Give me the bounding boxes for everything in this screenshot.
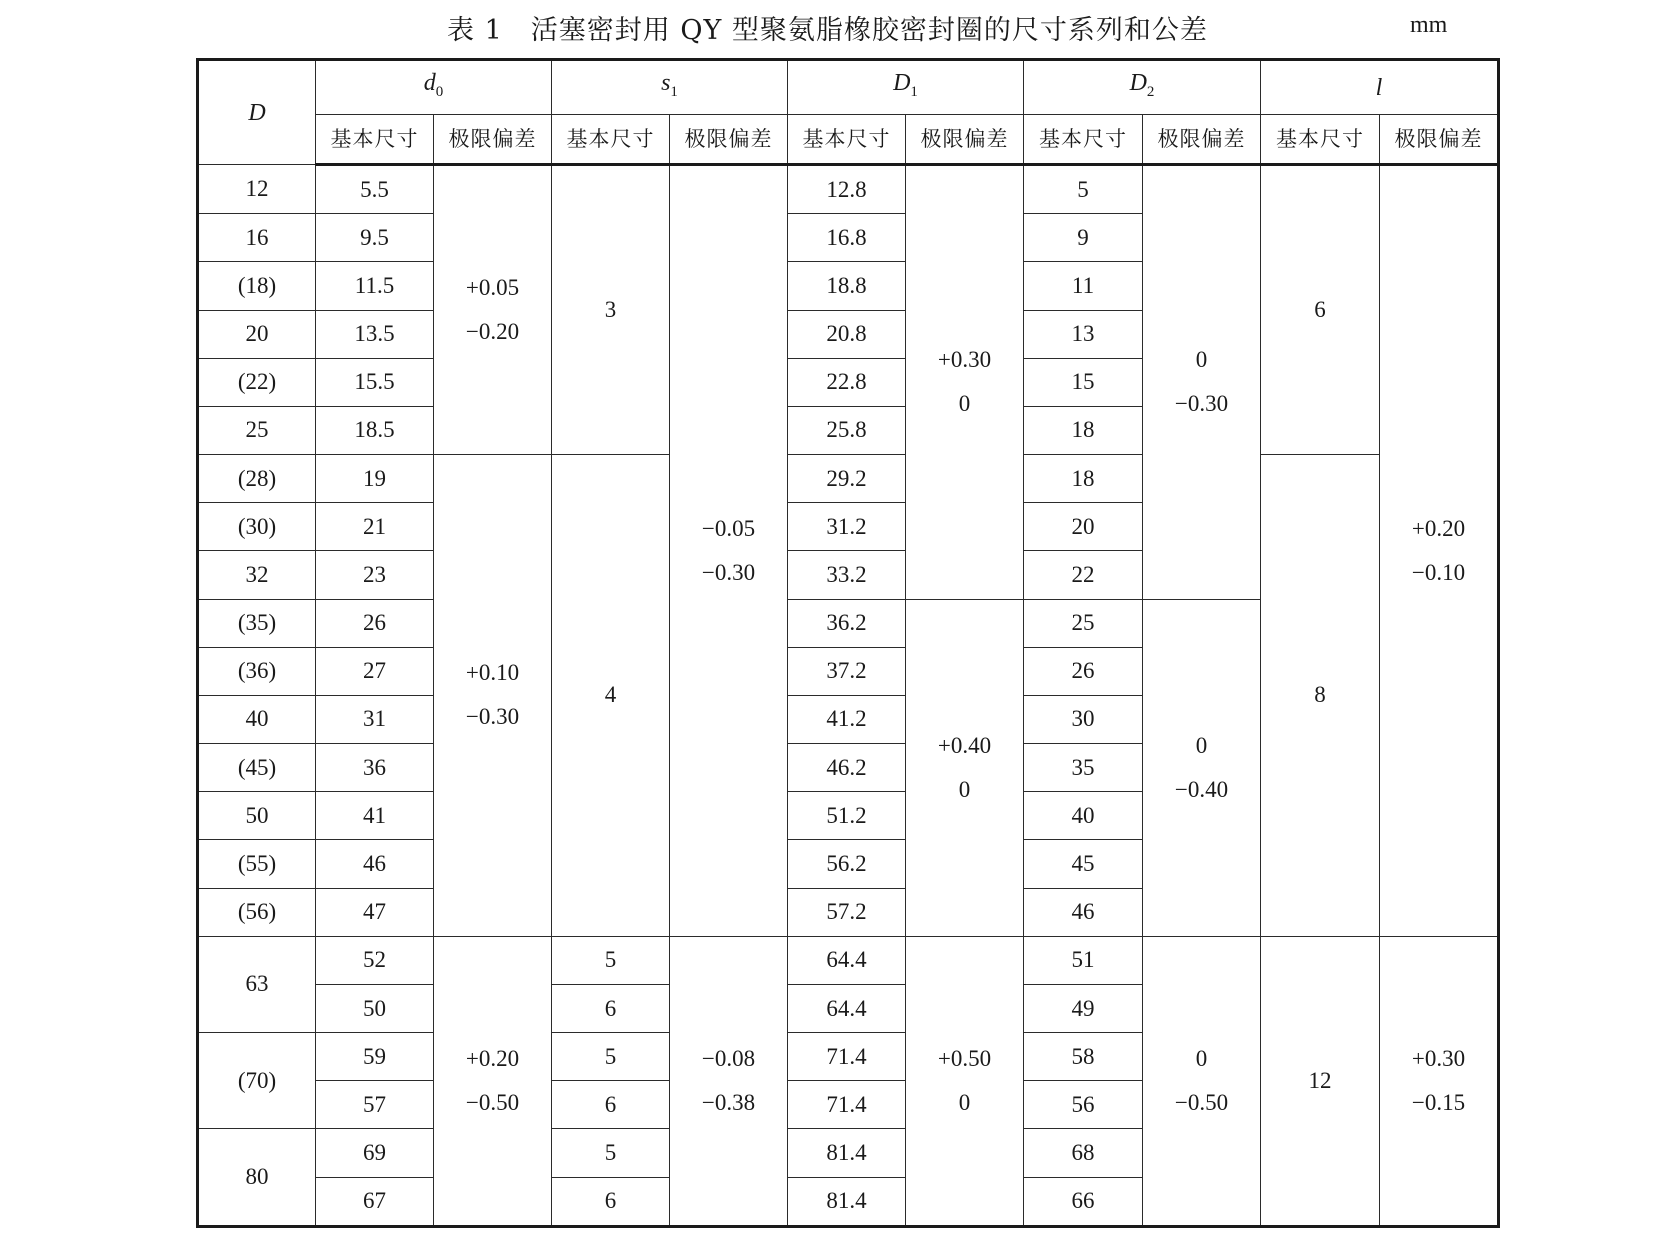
- cell-D2-tolerance: 0 −0.30: [1143, 165, 1261, 600]
- cell-D1: 16.8: [788, 214, 906, 262]
- cell-D2: 9: [1024, 214, 1143, 262]
- cell-D1-tolerance: +0.50 0: [906, 936, 1024, 1226]
- cell-D1: 22.8: [788, 358, 906, 406]
- subheader-deviation: 极限偏差: [1380, 115, 1499, 165]
- cell-d0: 57: [316, 1081, 434, 1129]
- cell-d0: 50: [316, 984, 434, 1032]
- cell-D: 80: [198, 1129, 316, 1227]
- subheader-deviation: 极限偏差: [434, 115, 552, 165]
- unit-label: mm: [1410, 12, 1448, 38]
- cell-D1: 57.2: [788, 888, 906, 936]
- cell-d0: 47: [316, 888, 434, 936]
- cell-D1: 64.4: [788, 984, 906, 1032]
- header-s1: $s_1$: [552, 60, 788, 115]
- cell-l-tolerance: +0.30 −0.15: [1380, 936, 1499, 1226]
- cell-D1: 64.4: [788, 936, 906, 984]
- cell-d0: 52: [316, 936, 434, 984]
- cell-D: 16: [198, 214, 316, 262]
- cell-D: 63: [198, 936, 316, 1032]
- cell-s1: 5: [552, 1129, 670, 1177]
- cell-D2: 46: [1024, 888, 1143, 936]
- cell-d0-tolerance: +0.20 −0.50: [434, 936, 552, 1226]
- cell-D1: 29.2: [788, 455, 906, 503]
- cell-d0: 11.5: [316, 262, 434, 310]
- cell-D2: 15: [1024, 358, 1143, 406]
- cell-D: 20: [198, 310, 316, 358]
- cell-D: (30): [198, 503, 316, 551]
- cell-D2-tolerance: 0 −0.50: [1143, 936, 1261, 1226]
- cell-D2: 18: [1024, 406, 1143, 454]
- subheader-basic: 基本尺寸: [1261, 115, 1380, 165]
- cell-l-tolerance: +0.20 −0.10: [1380, 165, 1499, 937]
- header-l: l: [1261, 60, 1499, 115]
- cell-D: (45): [198, 744, 316, 792]
- cell-D: (36): [198, 647, 316, 695]
- cell-D: (70): [198, 1033, 316, 1129]
- header-D1: $D_1$: [788, 60, 1024, 115]
- cell-d0: 69: [316, 1129, 434, 1177]
- cell-D2: 58: [1024, 1033, 1143, 1081]
- cell-D2: 20: [1024, 503, 1143, 551]
- cell-d0-tolerance: +0.05 −0.20: [434, 165, 552, 455]
- cell-d0: 36: [316, 744, 434, 792]
- cell-s1: 3: [552, 165, 670, 455]
- header-d0: $d_0$: [316, 60, 552, 115]
- cell-D: 50: [198, 792, 316, 840]
- cell-D1: 25.8: [788, 406, 906, 454]
- cell-D2: 25: [1024, 599, 1143, 647]
- cell-D: (22): [198, 358, 316, 406]
- cell-l: 6: [1261, 165, 1380, 455]
- cell-s1: 6: [552, 984, 670, 1032]
- cell-s1: 4: [552, 455, 670, 937]
- cell-D: 25: [198, 406, 316, 454]
- cell-D2: 56: [1024, 1081, 1143, 1129]
- cell-d0: 31: [316, 695, 434, 743]
- cell-D2: 66: [1024, 1177, 1143, 1226]
- cell-D1: 81.4: [788, 1129, 906, 1177]
- cell-d0: 27: [316, 647, 434, 695]
- table-row: [198, 455, 1499, 503]
- cell-D2: 35: [1024, 744, 1143, 792]
- cell-D: (35): [198, 599, 316, 647]
- cell-d0: 41: [316, 792, 434, 840]
- cell-s1: 6: [552, 1177, 670, 1226]
- cell-D2: 18: [1024, 455, 1143, 503]
- cell-d0: 26: [316, 599, 434, 647]
- table-title: 表 1 活塞密封用 QY 型聚氨脂橡胶密封圈的尺寸系列和公差: [447, 15, 1208, 46]
- cell-d0: 5.5: [316, 165, 434, 214]
- cell-D1-tolerance: +0.30 0: [906, 165, 1024, 600]
- cell-D1: 18.8: [788, 262, 906, 310]
- cell-d0: 19: [316, 455, 434, 503]
- cell-D2: 26: [1024, 647, 1143, 695]
- cell-d0: 21: [316, 503, 434, 551]
- cell-D2: 51: [1024, 936, 1143, 984]
- header-D: D: [198, 60, 316, 165]
- table-row: [198, 936, 1499, 984]
- cell-d0: 15.5: [316, 358, 434, 406]
- cell-s1: 5: [552, 936, 670, 984]
- header-D2: $D_2$: [1024, 60, 1261, 115]
- cell-D1: 46.2: [788, 744, 906, 792]
- cell-D2: 68: [1024, 1129, 1143, 1177]
- cell-D1-tolerance: +0.40 0: [906, 599, 1024, 936]
- cell-D: (55): [198, 840, 316, 888]
- cell-s1: 6: [552, 1081, 670, 1129]
- cell-D2-tolerance: 0 −0.40: [1143, 599, 1261, 936]
- cell-D: 40: [198, 695, 316, 743]
- cell-D1: 71.4: [788, 1081, 906, 1129]
- cell-D2: 13: [1024, 310, 1143, 358]
- subheader-basic: 基本尺寸: [788, 115, 906, 165]
- cell-D1: 56.2: [788, 840, 906, 888]
- cell-D2: 5: [1024, 165, 1143, 214]
- cell-l: 8: [1261, 455, 1380, 937]
- cell-d0: 18.5: [316, 406, 434, 454]
- cell-s1: 5: [552, 1033, 670, 1081]
- cell-D1: 37.2: [788, 647, 906, 695]
- subheader-basic: 基本尺寸: [1024, 115, 1143, 165]
- cell-d0: 23: [316, 551, 434, 599]
- cell-s1-tolerance: −0.08 −0.38: [670, 936, 788, 1226]
- cell-D: (56): [198, 888, 316, 936]
- subheader-basic: 基本尺寸: [316, 115, 434, 165]
- subheader-basic: 基本尺寸: [552, 115, 670, 165]
- cell-D1: 31.2: [788, 503, 906, 551]
- cell-D1: 81.4: [788, 1177, 906, 1226]
- cell-d0-tolerance: +0.10 −0.30: [434, 455, 552, 937]
- cell-D2: 11: [1024, 262, 1143, 310]
- cell-l: 12: [1261, 936, 1380, 1226]
- cell-D1: 12.8: [788, 165, 906, 214]
- cell-d0: 59: [316, 1033, 434, 1081]
- cell-D: (18): [198, 262, 316, 310]
- cell-D: 32: [198, 551, 316, 599]
- cell-D1: 41.2: [788, 695, 906, 743]
- cell-s1-tolerance: −0.05 −0.30: [670, 165, 788, 937]
- cell-D2: 49: [1024, 984, 1143, 1032]
- cell-D2: 45: [1024, 840, 1143, 888]
- cell-D2: 40: [1024, 792, 1143, 840]
- cell-D: (28): [198, 455, 316, 503]
- cell-D2: 30: [1024, 695, 1143, 743]
- cell-d0: 46: [316, 840, 434, 888]
- subheader-deviation: 极限偏差: [670, 115, 788, 165]
- cell-D2: 22: [1024, 551, 1143, 599]
- cell-d0: 67: [316, 1177, 434, 1226]
- cell-D1: 71.4: [788, 1033, 906, 1081]
- subheader-deviation: 极限偏差: [906, 115, 1024, 165]
- cell-D1: 33.2: [788, 551, 906, 599]
- dimension-table: [196, 58, 1500, 1228]
- subheader-deviation: 极限偏差: [1143, 115, 1261, 165]
- cell-D1: 51.2: [788, 792, 906, 840]
- table-row: [198, 165, 1499, 214]
- cell-D: 12: [198, 165, 316, 214]
- cell-d0: 9.5: [316, 214, 434, 262]
- cell-D1: 36.2: [788, 599, 906, 647]
- cell-D1: 20.8: [788, 310, 906, 358]
- cell-d0: 13.5: [316, 310, 434, 358]
